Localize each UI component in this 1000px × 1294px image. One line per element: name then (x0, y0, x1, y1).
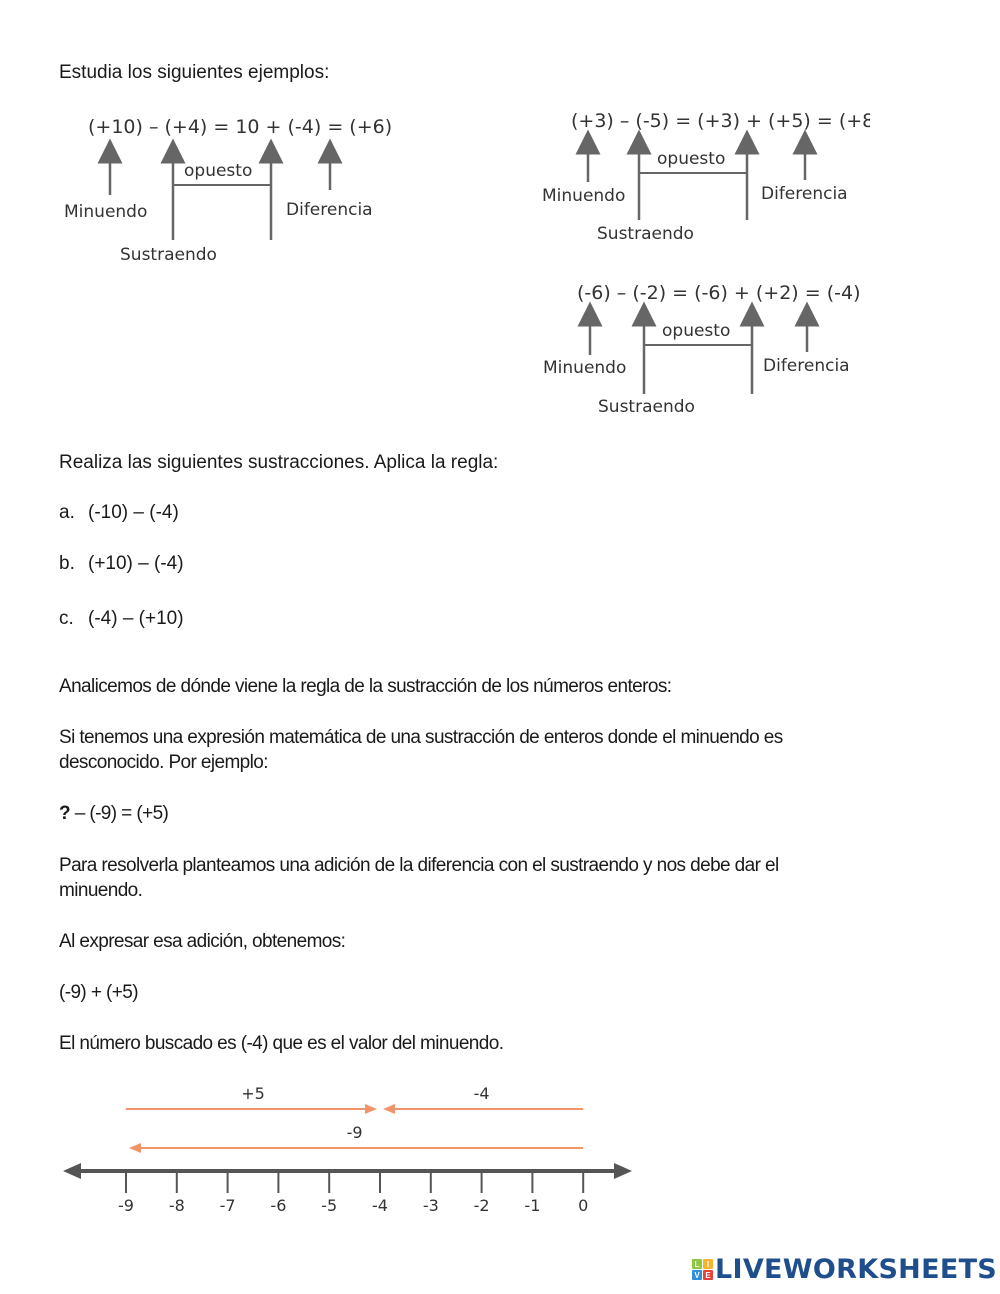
sustraendo-label: Sustraendo (597, 224, 694, 244)
minuendo-label: Minuendo (543, 358, 627, 378)
diferencia-label: Diferencia (286, 200, 373, 220)
liveworksheets-logo (692, 1254, 997, 1285)
logo-tile: E (703, 1270, 713, 1280)
tick-label: -4 (372, 1196, 388, 1215)
exercise-instruction: Realiza las siguientes sustracciones. Aplica la regla: (59, 452, 499, 473)
opuesto-label: opuesto (657, 149, 726, 169)
example-equation: (-6) – (-2) = (-6) + (+2) = (-4) (577, 282, 861, 304)
item-expression: (+10) – (-4) (88, 553, 184, 574)
example-diagram-3 (540, 272, 870, 427)
item-letter: a. (59, 502, 75, 523)
intro-text: Estudia los siguientes ejemplos: (59, 62, 330, 83)
opuesto-label: opuesto (662, 321, 731, 341)
example-diagram-2 (540, 100, 870, 255)
tick-label: -5 (321, 1196, 338, 1215)
diferencia-label: Diferencia (761, 184, 848, 204)
orange-arrowhead-icon (365, 1104, 377, 1114)
exercise-item-a (59, 500, 179, 526)
arrow-label: -9 (346, 1123, 363, 1142)
axis-left-arrowhead-icon (63, 1163, 81, 1179)
logo-tile: V (692, 1270, 702, 1280)
tick-label: -8 (168, 1196, 185, 1215)
logo-tile: I (703, 1259, 713, 1269)
item-letter: c. (59, 608, 74, 629)
analysis-paragraph-3: Al expresar esa adición, obtenemos: (59, 931, 346, 952)
tick-label: -9 (118, 1196, 134, 1215)
item-expression: (-10) – (-4) (88, 502, 179, 523)
tick-label: -3 (422, 1196, 439, 1215)
item-expression: (-4) – (+10) (88, 608, 184, 629)
example-equation: (+3) – (-5) = (+3) + (+5) = (+8) (571, 110, 870, 132)
item-letter: b. (59, 553, 75, 574)
conclusion-text: El número buscado es (-4) que es el valor del minuendo. (59, 1033, 504, 1054)
example-diagram-1 (58, 105, 398, 280)
minuendo-label: Minuendo (542, 186, 626, 206)
exercise-item-c (59, 606, 184, 632)
tick-label: -2 (473, 1196, 490, 1215)
arrow-label: +5 (241, 1084, 265, 1103)
opuesto-label: opuesto (184, 161, 253, 181)
tick-label: -7 (219, 1196, 236, 1215)
sustraendo-label: Sustraendo (120, 245, 217, 265)
analysis-paragraph-2-line-1: Para resolverla planteamos una adición de la diferencia con el sustraendo y nos debe dar el (59, 855, 779, 876)
logo-tile: L (692, 1259, 702, 1269)
tick-label: 0 (578, 1196, 589, 1215)
logo-text: LIVEWORKSHEETS (715, 1254, 998, 1285)
minuendo-label: Minuendo (64, 202, 148, 222)
unknown-equation (59, 801, 168, 827)
addition-expression: (-9) + (+5) (59, 982, 138, 1003)
equation-rest: – (-9) = (+5) (70, 803, 169, 824)
exercise-item-b (59, 551, 184, 577)
analysis-paragraph-1-line-1: Si tenemos una expresión matemática de una sustracción de enteros donde el minuendo es (59, 727, 783, 748)
orange-arrowhead-icon (129, 1143, 141, 1153)
orange-arrowhead-icon (383, 1104, 395, 1114)
sustraendo-label: Sustraendo (598, 397, 695, 417)
analysis-paragraph-1-line-2: desconocido. Por ejemplo: (59, 752, 268, 773)
arrow-label: -4 (473, 1084, 490, 1103)
analysis-heading: Analicemos de dónde viene la regla de la sustracción de los números enteros: (59, 676, 672, 697)
axis-right-arrowhead-icon (614, 1163, 632, 1179)
tick-label: -1 (524, 1196, 541, 1215)
analysis-paragraph-2-line-2: minuendo. (59, 880, 143, 901)
number-line-diagram (55, 1075, 645, 1225)
tick-label: -6 (270, 1196, 287, 1215)
logo-tiles-icon (692, 1259, 713, 1280)
diferencia-label: Diferencia (763, 356, 850, 376)
example-equation: (+10) – (+4) = 10 + (-4) = (+6) (88, 116, 393, 138)
unknown-mark: ? (59, 803, 71, 824)
